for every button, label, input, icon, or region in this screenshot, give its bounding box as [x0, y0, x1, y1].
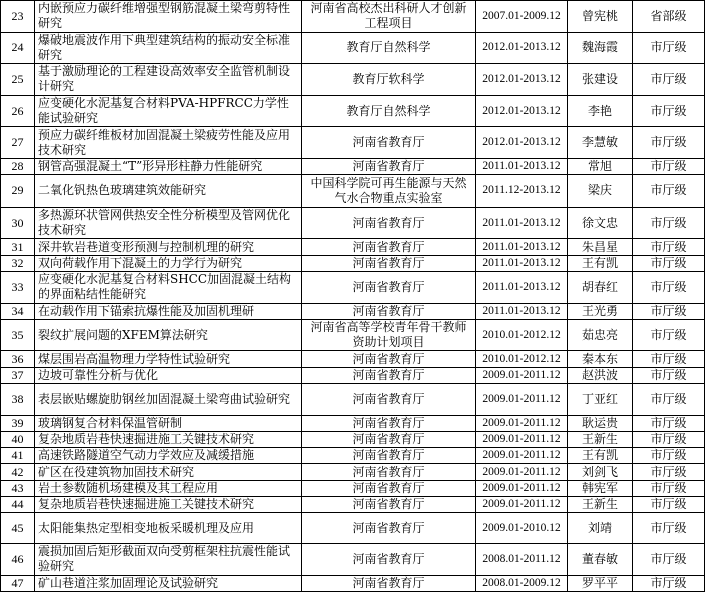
funding-source: 教育厅自然科学 — [302, 95, 476, 127]
project-period: 2012.01-2013.12 — [476, 127, 568, 159]
project-title: 双向荷载作用下混凝土的力学行为研究 — [35, 255, 302, 271]
row-number: 28 — [1, 158, 35, 174]
project-level: 市厅级 — [633, 513, 705, 544]
project-title: 预应力碳纤维板材加固混凝土梁疲劳性能及应用技术研究 — [35, 127, 302, 159]
table-row — [1, 32, 705, 64]
project-level: 市厅级 — [633, 367, 705, 383]
project-level: 市厅级 — [633, 415, 705, 431]
project-level: 市厅级 — [633, 255, 705, 271]
table-row — [1, 207, 705, 239]
project-title: 高速铁路隧道空气动力学效应及减缓措施 — [35, 448, 302, 464]
funding-source: 河南省教育厅 — [302, 448, 476, 464]
project-leader: 罗平平 — [568, 575, 633, 592]
row-number: 44 — [1, 497, 35, 513]
project-period: 2009.01-2011.12 — [476, 464, 568, 480]
project-period: 2011.01-2013.12 — [476, 239, 568, 255]
row-number: 47 — [1, 575, 35, 592]
project-leader: 王光勇 — [568, 303, 633, 319]
project-period: 2011.12-2013.12 — [476, 175, 568, 208]
project-level: 市厅级 — [633, 543, 705, 575]
project-title: 内嵌预应力碳纤维增强型钢筋混凝土梁弯剪特性研究 — [35, 1, 302, 33]
project-period: 2010.01-2012.12 — [476, 351, 568, 367]
project-level: 市厅级 — [633, 448, 705, 464]
funding-source: 河南省教育厅 — [302, 384, 476, 416]
table-row — [1, 319, 705, 351]
table-row — [1, 158, 705, 174]
row-number: 33 — [1, 271, 35, 303]
row-number: 27 — [1, 127, 35, 159]
project-level: 市厅级 — [633, 303, 705, 319]
funding-source: 河南省教育厅 — [302, 351, 476, 367]
table-row — [1, 271, 705, 303]
project-title: 表层嵌贴螺旋肋钢丝加固混凝土梁弯曲试验研究 — [35, 384, 302, 416]
row-number: 24 — [1, 32, 35, 64]
funding-source: 河南省高校杰出科研人才创新工程项目 — [302, 1, 476, 33]
project-period: 2007.01-2009.12 — [476, 1, 568, 33]
project-period: 2011.01-2013.12 — [476, 207, 568, 239]
table-row — [1, 239, 705, 255]
project-leader: 丁亚红 — [568, 384, 633, 416]
table-row — [1, 497, 705, 513]
project-period: 2012.01-2013.12 — [476, 64, 568, 96]
funding-source: 河南省教育厅 — [302, 239, 476, 255]
row-number: 41 — [1, 448, 35, 464]
project-level: 市厅级 — [633, 351, 705, 367]
funding-source: 河南省教育厅 — [302, 127, 476, 159]
project-title: 应变硬化水泥基复合材料SHCC加固混凝土结构的界面粘结性能研究 — [35, 271, 302, 303]
project-level: 市厅级 — [633, 464, 705, 480]
project-level: 市厅级 — [633, 239, 705, 255]
table-row — [1, 255, 705, 271]
row-number: 23 — [1, 1, 35, 33]
project-title: 边坡可靠性分析与优化 — [35, 367, 302, 383]
project-leader: 董春敏 — [568, 543, 633, 575]
project-leader: 王有凯 — [568, 448, 633, 464]
project-period: 2012.01-2013.12 — [476, 95, 568, 127]
table-row — [1, 351, 705, 367]
project-level: 市厅级 — [633, 431, 705, 447]
project-period: 2009.01-2011.12 — [476, 384, 568, 416]
project-title: 应变硬化水泥基复合材料PVA-HPFRCC力学性能试验研究 — [35, 95, 302, 127]
project-period: 2011.01-2013.12 — [476, 303, 568, 319]
funding-source: 河南省教育厅 — [302, 513, 476, 544]
funding-source: 中国科学院可再生能源与天然气水合物重点实验室 — [302, 175, 476, 208]
project-leader: 魏海霞 — [568, 32, 633, 64]
row-number: 35 — [1, 319, 35, 351]
project-title: 裂纹扩展问题的XFEM算法研究 — [35, 319, 302, 351]
table-row — [1, 513, 705, 544]
project-level: 市厅级 — [633, 575, 705, 592]
funding-source: 河南省教育厅 — [302, 497, 476, 513]
project-leader: 赵洪波 — [568, 367, 633, 383]
project-period: 2011.01-2013.12 — [476, 271, 568, 303]
project-title: 复杂地质岩巷快速掘进施工关键技术研究 — [35, 497, 302, 513]
table-row — [1, 543, 705, 575]
row-number: 43 — [1, 480, 35, 496]
row-number: 31 — [1, 239, 35, 255]
project-title: 爆破地震波作用下典型建筑结构的振动安全标准研究 — [35, 32, 302, 64]
project-level: 市厅级 — [633, 95, 705, 127]
project-level: 市厅级 — [633, 271, 705, 303]
table-row — [1, 464, 705, 480]
funding-source: 河南省高等学校青年骨干教师资助计划项目 — [302, 319, 476, 351]
row-number: 38 — [1, 384, 35, 416]
project-title: 在动载作用下锚索抗爆性能及加固机理研 — [35, 303, 302, 319]
project-leader: 刘靖 — [568, 513, 633, 544]
project-level: 市厅级 — [633, 64, 705, 96]
funding-source: 河南省教育厅 — [302, 415, 476, 431]
project-leader: 李艳 — [568, 95, 633, 127]
project-title: 钢管高强混凝土“T”形异形柱静力性能研究 — [35, 158, 302, 174]
project-title: 岩土参数随机场建模及其工程应用 — [35, 480, 302, 496]
project-level: 市厅级 — [633, 175, 705, 208]
funding-source: 河南省教育厅 — [302, 464, 476, 480]
funding-source: 教育厅自然科学 — [302, 32, 476, 64]
project-period: 2009.01-2011.12 — [476, 367, 568, 383]
row-number: 32 — [1, 255, 35, 271]
projects-table-body — [1, 1, 705, 592]
row-number: 45 — [1, 513, 35, 544]
project-leader: 胡春红 — [568, 271, 633, 303]
table-row — [1, 303, 705, 319]
funding-source: 河南省教育厅 — [302, 255, 476, 271]
table-row — [1, 367, 705, 383]
project-period: 2009.01-2011.12 — [476, 448, 568, 464]
project-level: 市厅级 — [633, 497, 705, 513]
row-number: 29 — [1, 175, 35, 208]
project-title: 矿山巷道注浆加固理论及试验研究 — [35, 575, 302, 592]
project-level: 市厅级 — [633, 127, 705, 159]
row-number: 36 — [1, 351, 35, 367]
project-leader: 曾宪桃 — [568, 1, 633, 33]
project-title: 二氧化钒热色玻璃建筑效能研究 — [35, 175, 302, 208]
row-number: 39 — [1, 415, 35, 431]
table-row — [1, 175, 705, 208]
project-level: 市厅级 — [633, 32, 705, 64]
row-number: 37 — [1, 367, 35, 383]
table-row — [1, 384, 705, 416]
funding-source: 河南省教育厅 — [302, 480, 476, 496]
project-title: 矿区在役建筑物加固技术研究 — [35, 464, 302, 480]
funding-source: 河南省教育厅 — [302, 431, 476, 447]
row-number: 40 — [1, 431, 35, 447]
funding-source: 河南省教育厅 — [302, 543, 476, 575]
table-row — [1, 431, 705, 447]
project-title: 基于激励理论的工程建设高效率安全监管机制设计研究 — [35, 64, 302, 96]
table-row — [1, 575, 705, 592]
project-title: 太阳能集热定型相变地板采暖机理及应用 — [35, 513, 302, 544]
project-leader: 王有凯 — [568, 255, 633, 271]
funding-source: 河南省教育厅 — [302, 367, 476, 383]
table-row — [1, 127, 705, 159]
row-number: 42 — [1, 464, 35, 480]
project-level: 市厅级 — [633, 319, 705, 351]
project-level: 市厅级 — [633, 207, 705, 239]
row-number: 26 — [1, 95, 35, 127]
project-leader: 李慧敏 — [568, 127, 633, 159]
project-leader: 梁庆 — [568, 175, 633, 208]
project-leader: 常旭 — [568, 158, 633, 174]
project-level: 市厅级 — [633, 480, 705, 496]
project-period: 2009.01-2011.12 — [476, 431, 568, 447]
project-title: 复杂地质岩巷快速掘进施工关键技术研究 — [35, 431, 302, 447]
table-row — [1, 480, 705, 496]
project-title: 震损加固后矩形截面双向受剪框架柱抗震性能试验研究 — [35, 543, 302, 575]
project-leader: 张建设 — [568, 64, 633, 96]
project-leader: 王新生 — [568, 497, 633, 513]
table-row — [1, 1, 705, 33]
project-leader: 徐文忠 — [568, 207, 633, 239]
project-leader: 秦本东 — [568, 351, 633, 367]
project-period: 2008.01-2009.12 — [476, 575, 568, 592]
project-period: 2009.01-2011.12 — [476, 415, 568, 431]
project-level: 省部级 — [633, 1, 705, 33]
funding-source: 河南省教育厅 — [302, 207, 476, 239]
table-row — [1, 95, 705, 127]
project-period: 2010.01-2012.12 — [476, 319, 568, 351]
project-period: 2008.01-2011.12 — [476, 543, 568, 575]
table-row — [1, 415, 705, 431]
project-period: 2012.01-2013.12 — [476, 32, 568, 64]
project-period: 2009.01-2011.12 — [476, 497, 568, 513]
project-leader: 朱昌星 — [568, 239, 633, 255]
row-number: 34 — [1, 303, 35, 319]
table-row — [1, 448, 705, 464]
project-leader: 茹忠亮 — [568, 319, 633, 351]
funding-source: 河南省教育厅 — [302, 271, 476, 303]
project-period: 2009.01-2011.12 — [476, 480, 568, 496]
project-leader: 耿运贵 — [568, 415, 633, 431]
project-period: 2011.01-2013.12 — [476, 255, 568, 271]
funding-source: 河南省教育厅 — [302, 575, 476, 592]
project-leader: 王新生 — [568, 431, 633, 447]
funding-source: 河南省教育厅 — [302, 303, 476, 319]
table-row — [1, 64, 705, 96]
project-title: 玻璃钢复合材料保温管研制 — [35, 415, 302, 431]
project-title: 煤层围岩高温物理力学特性试验研究 — [35, 351, 302, 367]
funding-source: 河南省教育厅 — [302, 158, 476, 174]
project-title: 深井软岩巷道变形预测与控制机理的研究 — [35, 239, 302, 255]
row-number: 25 — [1, 64, 35, 96]
project-period: 2009.01-2010.12 — [476, 513, 568, 544]
project-leader: 刘剑飞 — [568, 464, 633, 480]
project-level: 市厅级 — [633, 158, 705, 174]
project-period: 2011.01-2013.12 — [476, 158, 568, 174]
project-title: 多热源环状管网供热安全性分析模型及管网优化技术研究 — [35, 207, 302, 239]
project-leader: 韩宪军 — [568, 480, 633, 496]
funding-source: 教育厅软科学 — [302, 64, 476, 96]
row-number: 30 — [1, 207, 35, 239]
project-level: 市厅级 — [633, 384, 705, 416]
row-number: 46 — [1, 543, 35, 575]
